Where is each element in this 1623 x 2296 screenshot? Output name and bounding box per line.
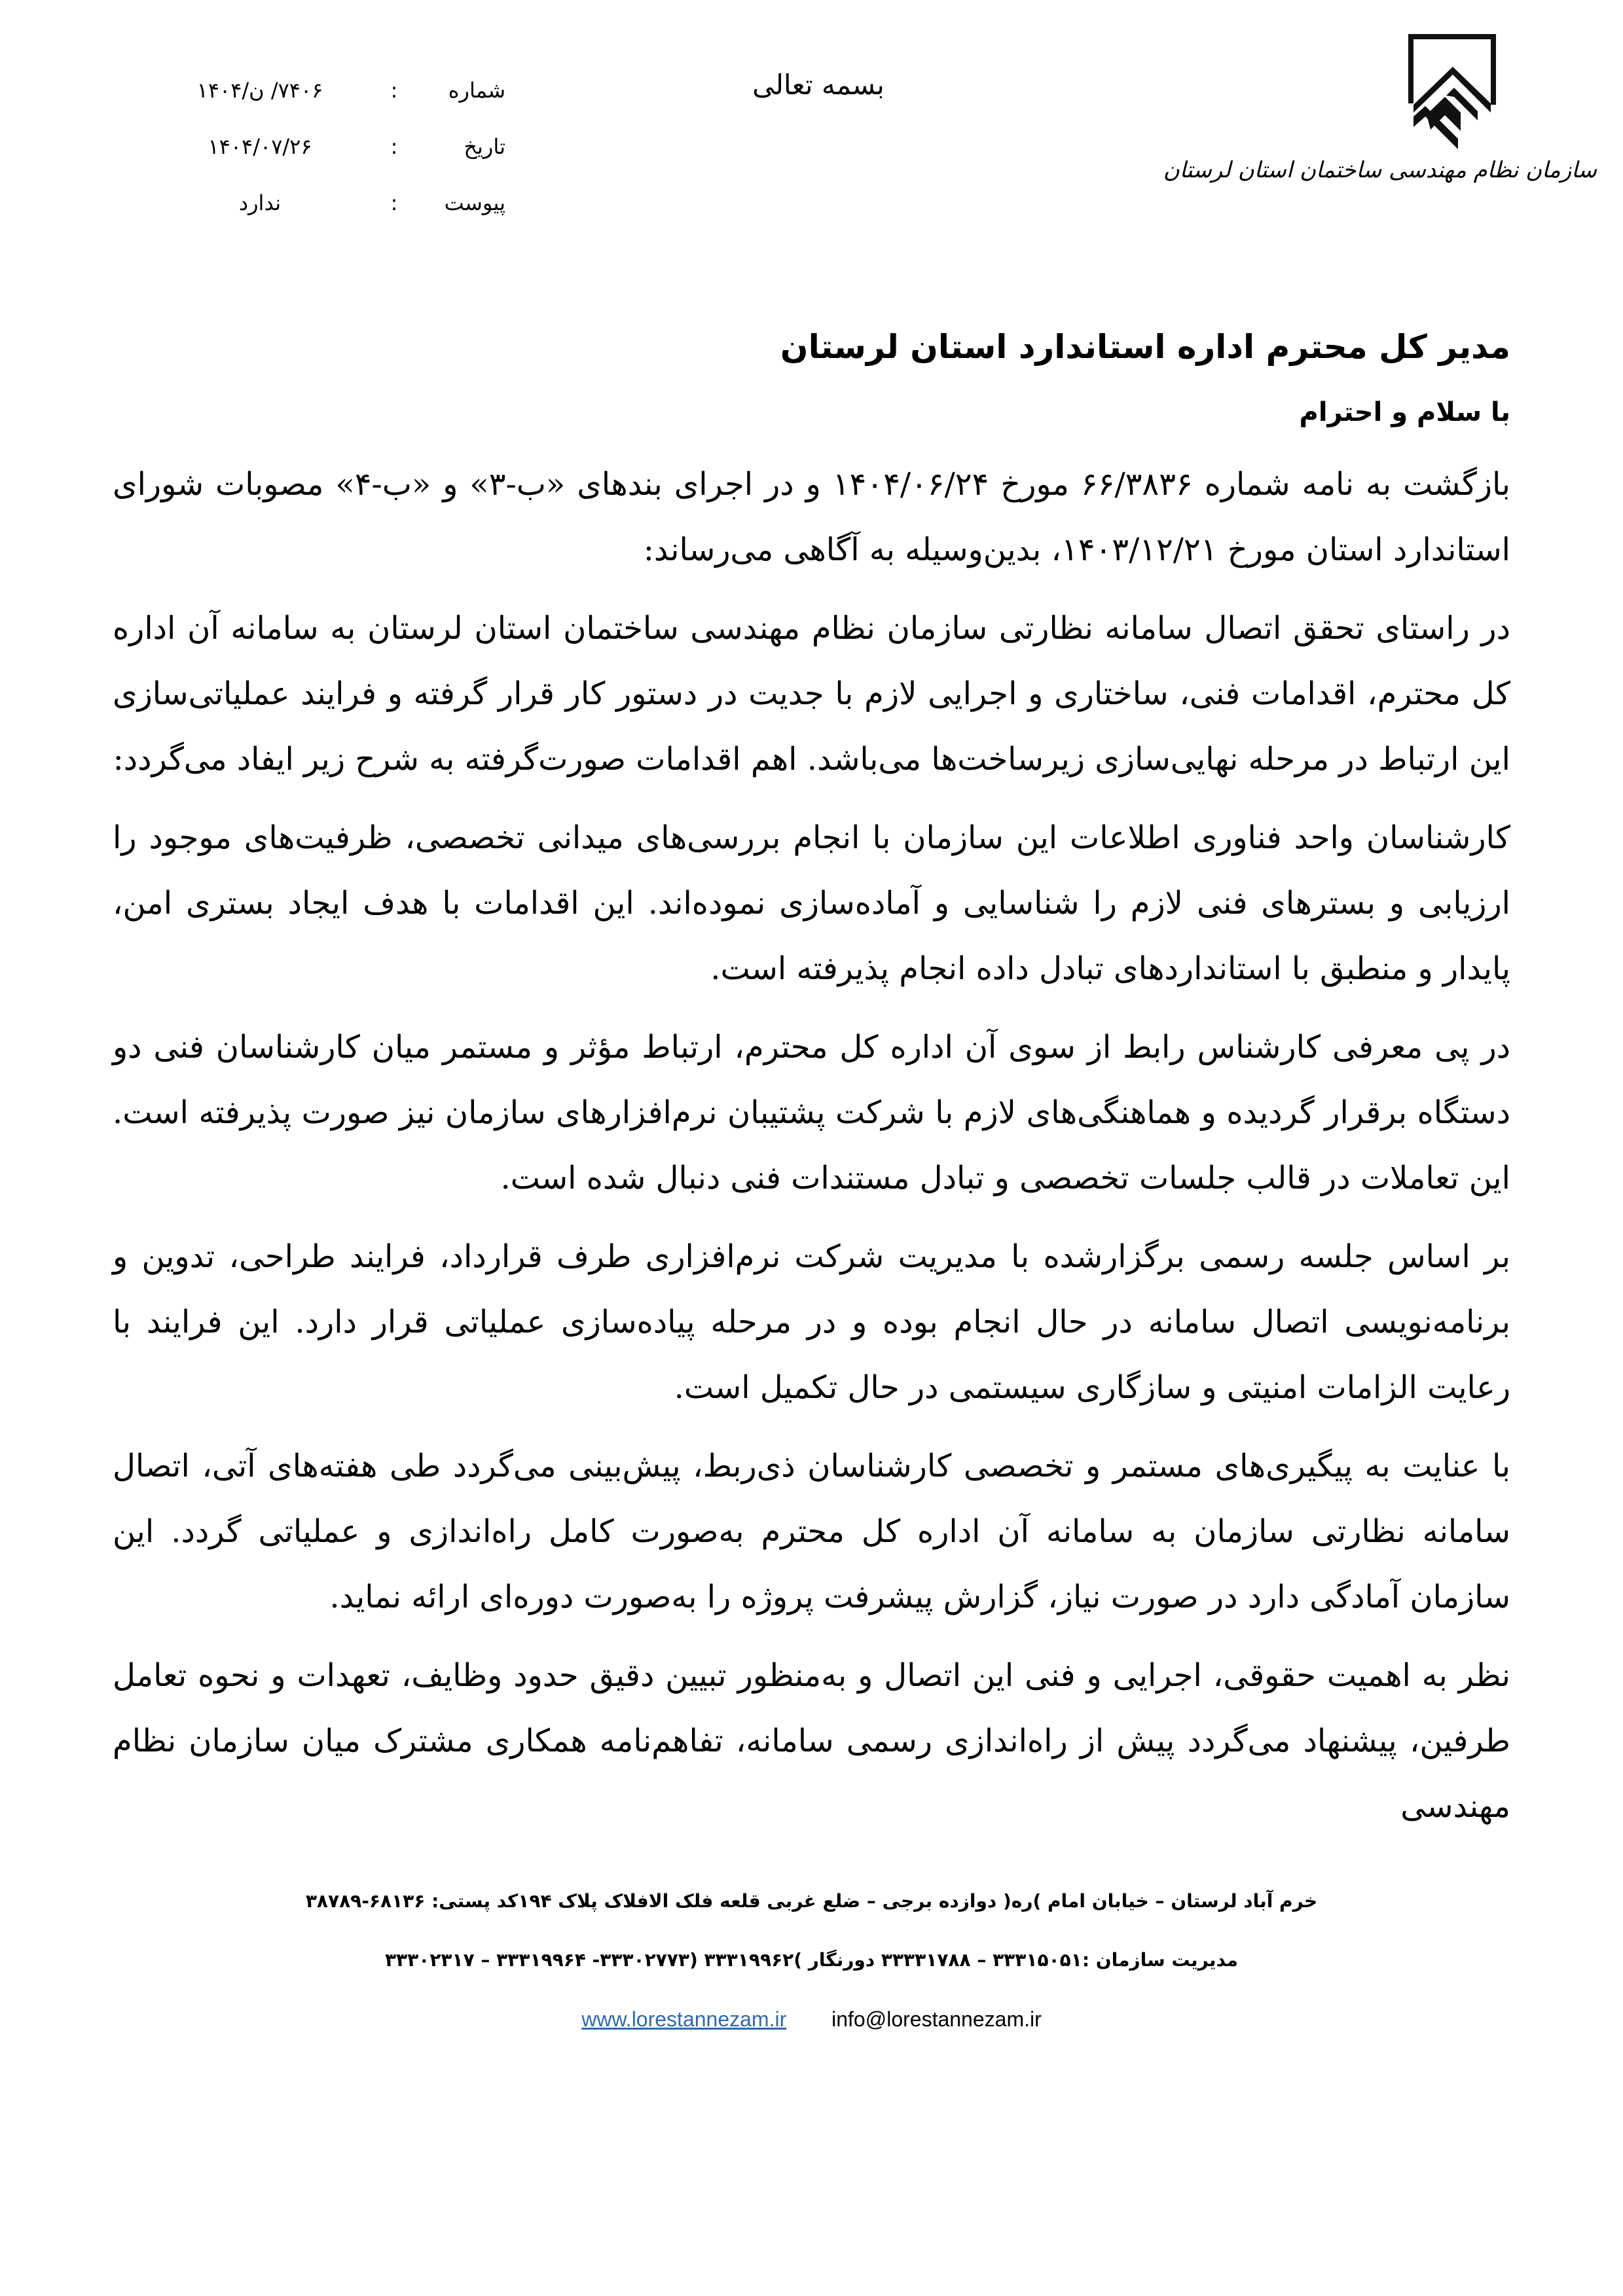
footer-address: خرم آباد لرستان – خیابان امام )ره( دوازده برجی – ضلع غربی قلعه فلک الافلاک پلاک ۱۹۴کد پستی: ۶۸۱۳۶-۳۸۷۸۹ xyxy=(305,1890,1318,1912)
website-link[interactable]: www.lorestannezam.ir xyxy=(581,2007,787,2031)
body-paragraph: بازگشت به نامه شماره ۶۶/۳۸۳۶ مورخ ۱۴۰۴/۰۶/۲۴ و در اجرای بندهای «ب-۳» و «ب-۴» مصوبات شورای استاندارد استان مورخ ۱۴۰۳/۱۲/۲۱، بدین‌وسیله به آگاهی می‌رساند: xyxy=(113,466,1510,568)
body-paragraph: کارشناسان واحد فناوری اطلاعات این سازمان با انجام بررسی‌های میدانی تخصصی، ظرفیت‌های موجود را ارزیابی و بسترهای فنی لازم را شناسایی و آماده‌سازی نموده‌اند. این اقدامات با هدف ایجاد بستری امن، پایدار و منطبق با استانداردهای تبادل داده انجام پذیرفته است. xyxy=(113,819,1510,987)
body-paragraph: در راستای تحقق اتصال سامانه نظارتی سازمان نظام مهندسی ساختمان استان لرستان به سامانه آن اداره کل محترم، اقدامات فنی، ساختاری و اجرایی لازم با جدیت در دستور کار قرار گرفته و فرایند عملیاتی‌سازی این ارتباط در مرحله نهایی‌سازی زیرساخت‌ها می‌باشد. اهم اقدامات صورت‌گرفته به شرح زیر ایفاد می‌گردد: xyxy=(113,610,1510,778)
letter-greeting: با سلام و احترام xyxy=(1299,397,1510,427)
separator: : xyxy=(390,190,398,215)
email-address[interactable]: info@lorestannezam.ir xyxy=(831,2007,1042,2031)
letter-header xyxy=(113,33,1597,281)
body-paragraph: با عنایت به پیگیری‌های مستمر و تخصصی کارشناسان ذی‌ربط، پیش‌بینی می‌گردد طی هفته‌های آتی، اتصال سامانه نظارتی سازمان به سامانه آن اداره کل محترم به‌صورت کامل راه‌اندازی و عملیاتی گردد. این سازمان آمادگی دارد در صورت نیاز، گزارش پیشرفت پروژه را به‌صورت دوره‌ای ارائه نماید. xyxy=(113,1448,1511,1615)
organization-name: سازمان نظام مهندسی ساختمان استان لرستان xyxy=(1163,157,1597,183)
organization-logo xyxy=(1163,33,1597,183)
date-value: ۱۴۰۴/۰۷/۲۶ xyxy=(208,134,312,159)
attachment-value: ندارد xyxy=(238,190,282,215)
separator: : xyxy=(390,134,398,159)
letter-addressee: مدیر کل محترم اداره استاندارد استان لرستان xyxy=(780,328,1510,366)
number-label: شماره xyxy=(448,78,505,103)
letter-footer xyxy=(113,1885,1510,2036)
date-label: تاریخ xyxy=(464,134,505,159)
footer-phones: مدیریت سازمان :۳۳۳۱۵۰۵۱ – ۳۳۳۳۱۷۸۸ دورنگار )۳۳۳۱۹۹۶۲ (۳۳۳۰۲۷۷۳- ۳۳۳۱۹۹۶۴ – ۳۳۳۰۲۳۱۷ xyxy=(384,1949,1239,1971)
number-value: ۷۴۰۶/ ن/۱۴۰۴ xyxy=(196,78,323,103)
body-paragraph: بر اساس جلسه رسمی برگزارشده با مدیریت شرکت نرم‌افزاری طرف قرارداد، فرایند طراحی، تدوین و برنامه‌نویسی اتصال سامانه در حال انجام بوده و در مرحله پیاده‌سازی عملیاتی قرار دارد. این فرایند با رعایت الزامات امنیتی و سازگاری سیستمی در حال تکمیل است. xyxy=(113,1238,1510,1406)
letter-attachment-row xyxy=(139,175,505,231)
body-paragraph: در پی معرفی کارشناس رابط از سوی آن اداره کل محترم، ارتباط مؤثر و مستمر میان کارشناسان فنی دو دستگاه برقرار گردیده و هماهنگی‌های لازم با شرکت پشتیبان نرم‌افزارهای سازمان نیز صورت پذیرفته است. این تعاملات در قالب جلسات تخصصی و تبادل مستندات فنی دنبال شده است. xyxy=(113,1029,1510,1196)
attachment-label: پیوست xyxy=(444,190,505,215)
letter-date-row xyxy=(139,118,505,175)
separator: : xyxy=(390,78,398,103)
building-logo-icon xyxy=(1407,33,1499,151)
invocation-heading: بسمه تعالی xyxy=(752,69,884,101)
letter-body xyxy=(113,452,1510,1839)
letter-number-row xyxy=(139,62,505,118)
letter-meta xyxy=(139,62,505,231)
footer-contact xyxy=(113,2003,1510,2036)
body-paragraph: نظر به اهمیت حقوقی، اجرایی و فنی این اتصال و به‌منظور تبیین دقیق حدود وظایف، تعهدات و نحوه تعامل طرفین، پیشنهاد می‌گردد پیش از راه‌اندازی رسمی سامانه، تفاهم‌نامه همکاری مشترک میان سازمان نظام مهندسی xyxy=(113,1657,1511,1825)
